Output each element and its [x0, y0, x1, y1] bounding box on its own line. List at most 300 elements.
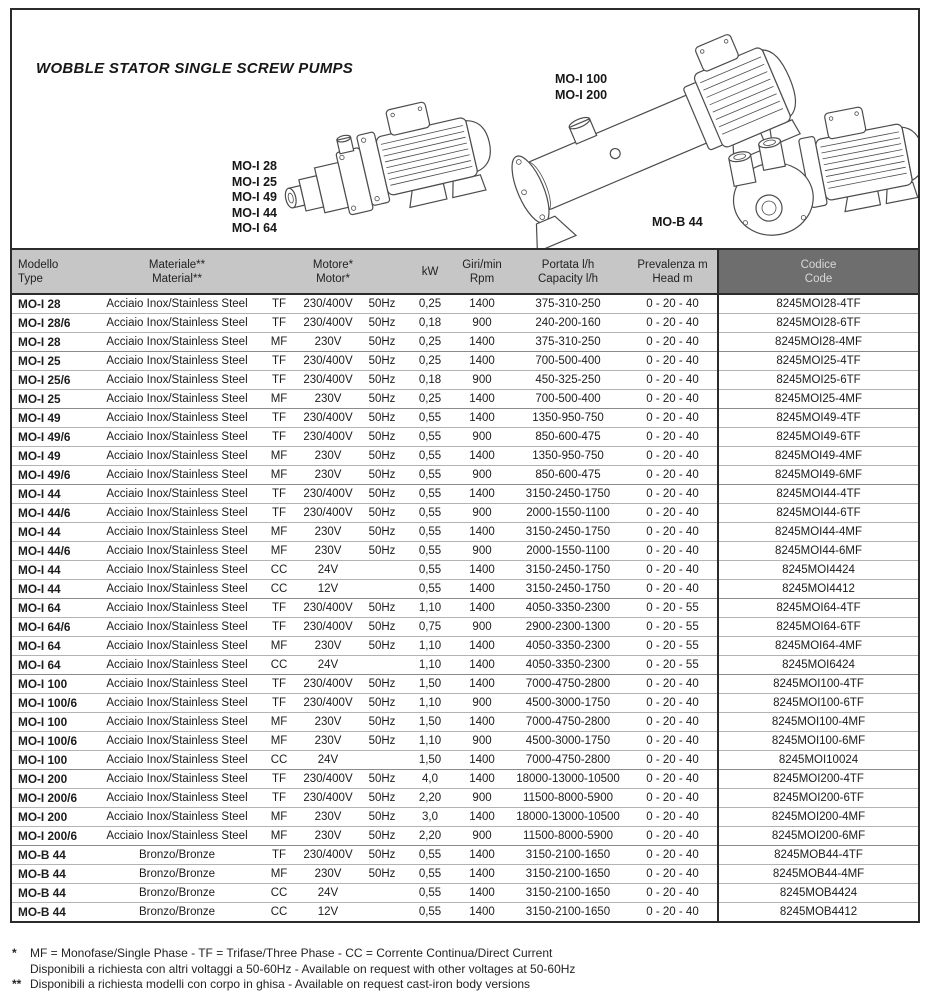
material-cell: Acciaio Inox/Stainless Steel — [92, 751, 262, 770]
code-cell: 8245MOI25-6TF — [718, 371, 918, 390]
kw-cell: 0,25 — [404, 333, 456, 352]
code-cell: 8245MOI10024 — [718, 751, 918, 770]
model-cell: MO-I 100 — [12, 713, 92, 732]
phase-cell: TF — [262, 789, 296, 808]
voltage-cell: 24V — [296, 656, 360, 675]
voltage-cell: 12V — [296, 903, 360, 922]
hz-cell: 50Hz — [360, 846, 404, 865]
voltage-cell: 230V — [296, 390, 360, 409]
head-cell: 0 - 20 - 40 — [628, 447, 718, 466]
head-cell: 0 - 20 - 40 — [628, 675, 718, 694]
code-cell: 8245MOI28-6TF — [718, 314, 918, 333]
phase-cell: MF — [262, 808, 296, 827]
hz-cell: 50Hz — [360, 827, 404, 846]
material-cell: Acciaio Inox/Stainless Steel — [92, 770, 262, 789]
pump-drawing-small-screw-pump — [280, 98, 510, 250]
hz-cell — [360, 656, 404, 675]
rpm-cell: 1400 — [456, 523, 508, 542]
kw-cell: 3,0 — [404, 808, 456, 827]
capacity-cell: 850-600-475 — [508, 466, 628, 485]
kw-cell: 1,10 — [404, 694, 456, 713]
header-capacity: Portata l/h Capacity l/h — [508, 250, 628, 294]
model-cell: MO-I 64 — [12, 637, 92, 656]
material-cell: Acciaio Inox/Stainless Steel — [92, 789, 262, 808]
capacity-cell: 3150-2100-1650 — [508, 846, 628, 865]
kw-cell: 1,10 — [404, 656, 456, 675]
material-cell: Acciaio Inox/Stainless Steel — [92, 561, 262, 580]
code-cell: 8245MOI25-4MF — [718, 390, 918, 409]
model-cell: MO-I 64 — [12, 599, 92, 618]
capacity-cell: 850-600-475 — [508, 428, 628, 447]
page-title: WOBBLE STATOR SINGLE SCREW PUMPS — [36, 60, 354, 77]
code-cell: 8245MOI28-4MF — [718, 333, 918, 352]
phase-cell: CC — [262, 656, 296, 675]
capacity-cell: 1350-950-750 — [508, 447, 628, 466]
table-row — [12, 485, 918, 504]
head-cell: 0 - 20 - 55 — [628, 618, 718, 637]
hz-cell — [360, 561, 404, 580]
pump-label: MO-I 25 — [231, 174, 277, 189]
material-cell: Acciaio Inox/Stainless Steel — [92, 713, 262, 732]
phase-cell: MF — [262, 523, 296, 542]
voltage-cell: 230V — [296, 523, 360, 542]
material-cell: Acciaio Inox/Stainless Steel — [92, 390, 262, 409]
content-frame — [10, 8, 920, 923]
table-row — [12, 732, 918, 751]
rpm-cell: 1400 — [456, 390, 508, 409]
model-cell: MO-I 100 — [12, 751, 92, 770]
material-cell: Acciaio Inox/Stainless Steel — [92, 447, 262, 466]
rpm-cell: 900 — [456, 466, 508, 485]
voltage-cell: 230V — [296, 808, 360, 827]
hz-cell: 50Hz — [360, 314, 404, 333]
rpm-cell: 1400 — [456, 713, 508, 732]
code-cell: 8245MOI49-4MF — [718, 447, 918, 466]
rpm-cell: 1400 — [456, 485, 508, 504]
material-cell: Acciaio Inox/Stainless Steel — [92, 656, 262, 675]
capacity-cell: 2900-2300-1300 — [508, 618, 628, 637]
hz-cell: 50Hz — [360, 732, 404, 751]
kw-cell: 0,55 — [404, 542, 456, 561]
material-cell: Acciaio Inox/Stainless Steel — [92, 352, 262, 371]
model-cell: MO-I 200/6 — [12, 827, 92, 846]
model-cell: MO-I 49/6 — [12, 466, 92, 485]
rpm-cell: 1400 — [456, 846, 508, 865]
material-cell: Acciaio Inox/Stainless Steel — [92, 694, 262, 713]
material-cell: Acciaio Inox/Stainless Steel — [92, 732, 262, 751]
table-row — [12, 846, 918, 865]
voltage-cell: 230/400V — [296, 789, 360, 808]
model-cell: MO-I 44 — [12, 561, 92, 580]
material-cell: Acciaio Inox/Stainless Steel — [92, 504, 262, 523]
code-cell: 8245MOI64-4MF — [718, 637, 918, 656]
model-cell: MO-I 44/6 — [12, 542, 92, 561]
hz-cell: 50Hz — [360, 808, 404, 827]
hz-cell: 50Hz — [360, 523, 404, 542]
kw-cell: 0,55 — [404, 580, 456, 599]
voltage-cell: 230/400V — [296, 694, 360, 713]
material-cell: Acciaio Inox/Stainless Steel — [92, 580, 262, 599]
capacity-cell: 7000-4750-2800 — [508, 751, 628, 770]
code-cell: 8245MOI64-6TF — [718, 618, 918, 637]
model-cell: MO-I 44/6 — [12, 504, 92, 523]
capacity-cell: 3150-2100-1650 — [508, 865, 628, 884]
hz-cell: 50Hz — [360, 504, 404, 523]
hz-cell — [360, 751, 404, 770]
phase-cell: TF — [262, 485, 296, 504]
model-cell: MO-B 44 — [12, 865, 92, 884]
hz-cell: 50Hz — [360, 485, 404, 504]
table-row — [12, 466, 918, 485]
phase-cell: TF — [262, 314, 296, 333]
phase-cell: MF — [262, 732, 296, 751]
footnote-line — [12, 977, 924, 993]
rpm-cell: 1400 — [456, 637, 508, 656]
phase-cell: TF — [271, 298, 287, 310]
model-cell: MO-I 100/6 — [12, 732, 92, 751]
hz-cell: 50Hz — [360, 770, 404, 789]
capacity-cell: 18000-13000-10500 — [508, 770, 628, 789]
hz-cell: 50Hz — [360, 865, 404, 884]
table-row — [12, 599, 918, 618]
code-cell: 8245MOI100-4MF — [718, 713, 918, 732]
head-cell: 0 - 20 - 40 — [628, 580, 718, 599]
head-cell: 0 - 20 - 40 — [628, 485, 718, 504]
material-cell: Acciaio Inox/Stainless Steel — [92, 599, 262, 618]
voltage-cell: 230/400V — [296, 352, 360, 371]
kw-cell: 0,18 — [404, 371, 456, 390]
voltage-cell: 230/400V — [296, 428, 360, 447]
hz-cell: 50Hz — [360, 694, 404, 713]
kw-cell: 0,55 — [404, 846, 456, 865]
code-cell: 8245MOI44-4TF — [718, 485, 918, 504]
kw-cell: 0,55 — [404, 485, 456, 504]
kw-cell: 2,20 — [404, 827, 456, 846]
pump-label: MO-I 44 — [231, 205, 277, 220]
hz-cell — [360, 903, 404, 922]
voltage-cell: 230/400V — [296, 409, 360, 428]
footnote-marker: * — [12, 946, 17, 960]
rpm-cell: 1400 — [456, 561, 508, 580]
kw-cell: 1,50 — [404, 751, 456, 770]
rpm-cell: 900 — [456, 371, 508, 390]
kw-cell: 0,75 — [404, 618, 456, 637]
capacity-cell: 2000-1550-1100 — [508, 504, 628, 523]
table-row — [12, 827, 918, 846]
rpm-cell: 1400 — [456, 333, 508, 352]
kw-cell: 1,10 — [404, 732, 456, 751]
rpm-cell: 900 — [456, 504, 508, 523]
model-cell: MO-I 44 — [12, 485, 92, 504]
hz-cell: 50Hz — [360, 599, 404, 618]
model-cell: MO-I 200/6 — [12, 789, 92, 808]
kw-cell: 0,55 — [404, 884, 456, 903]
model-cell: MO-I 64/6 — [12, 618, 92, 637]
voltage-cell: 230V — [296, 447, 360, 466]
hz-cell: 50Hz — [360, 333, 404, 352]
model-cell: MO-I 100 — [12, 675, 92, 694]
kw-cell: 0,55 — [404, 447, 456, 466]
kw-cell: 0,55 — [404, 865, 456, 884]
kw-cell: 0,18 — [404, 314, 456, 333]
rpm-cell: 900 — [456, 618, 508, 637]
kw-cell: 4,0 — [404, 770, 456, 789]
kw-cell: 1,50 — [404, 713, 456, 732]
model-cell: MO-I 44 — [12, 523, 92, 542]
kw-cell: 1,10 — [404, 637, 456, 656]
capacity-cell: 375-310-250 — [508, 333, 628, 352]
phase-cell: MF — [262, 865, 296, 884]
phase-cell: CC — [262, 561, 296, 580]
table-row — [12, 903, 918, 922]
table-row — [12, 865, 918, 884]
pump-label: MO-I 64 — [231, 221, 277, 235]
kw-cell: 1,50 — [404, 675, 456, 694]
voltage-cell: 230/400V — [296, 618, 360, 637]
code-cell: 8245MOI25-4TF — [718, 352, 918, 371]
kw-cell: 0,55 — [404, 428, 456, 447]
voltage-cell: 24V — [296, 561, 360, 580]
capacity-cell: 3150-2450-1750 — [508, 580, 628, 599]
code-cell: 8245MOI200-4MF — [718, 808, 918, 827]
header-head: Prevalenza m Head m — [628, 250, 718, 294]
code-cell: 8245MOI4412 — [718, 580, 918, 599]
voltage-cell: 24V — [296, 884, 360, 903]
voltage-cell: 230/400V — [296, 371, 360, 390]
capacity-cell: 11500-8000-5900 — [508, 789, 628, 808]
table-row — [12, 371, 918, 390]
material-cell: Acciaio Inox/Stainless Steel — [92, 542, 262, 561]
material-cell: Bronzo/Bronze — [92, 846, 262, 865]
table-row — [12, 770, 918, 789]
phase-cell: TF — [262, 409, 296, 428]
pump-label: MO-I 200 — [555, 87, 608, 102]
rpm-cell: 1400 — [456, 751, 508, 770]
rpm-cell: 900 — [456, 694, 508, 713]
capacity-cell: 2000-1550-1100 — [508, 542, 628, 561]
table-row — [12, 808, 918, 827]
model-cell: MO-I 200 — [12, 770, 92, 789]
material-cell: Acciaio Inox/Stainless Steel — [92, 637, 262, 656]
phase-cell: CC — [262, 903, 296, 922]
pump-table-body — [12, 294, 918, 921]
rpm-cell: 900 — [456, 428, 508, 447]
table-row — [12, 789, 918, 808]
material-cell: Acciaio Inox/Stainless Steel — [92, 808, 262, 827]
head-cell: 0 - 20 - 40 — [628, 865, 718, 884]
capacity-cell: 4500-3000-1750 — [508, 694, 628, 713]
model-cell: MO-B 44 — [12, 846, 92, 865]
pump-label: MO-I 49 — [231, 190, 277, 204]
table-row — [12, 637, 918, 656]
capacity-cell: 7000-4750-2800 — [508, 713, 628, 732]
model-cell: MO-I 25/6 — [12, 371, 92, 390]
table-row — [12, 428, 918, 447]
material-cell: Acciaio Inox/Stainless Steel — [92, 409, 262, 428]
pump-label-bronze: MO-B 44 — [652, 215, 703, 229]
hz-cell: 50Hz — [360, 542, 404, 561]
phase-cell: TF — [262, 371, 296, 390]
capacity-cell: 700-500-400 — [508, 390, 628, 409]
capacity-cell: 4050-3350-2300 — [508, 599, 628, 618]
phase-cell: CC — [262, 751, 296, 770]
head-cell: 0 - 20 - 40 — [628, 751, 718, 770]
phase-cell: TF — [262, 846, 296, 865]
table-row — [12, 675, 918, 694]
code-cell: 8245MOI200-6MF — [718, 827, 918, 846]
table-row — [12, 390, 918, 409]
head-cell: 0 - 20 - 40 — [628, 390, 718, 409]
code-cell: 8245MOI6424 — [718, 656, 918, 675]
voltage-cell: 230/400V — [296, 314, 360, 333]
header-code: Codice Code — [718, 250, 918, 294]
material-cell: Bronzo/Bronze — [92, 903, 262, 922]
capacity-cell: 18000-13000-10500 — [508, 808, 628, 827]
head-cell: 0 - 20 - 40 — [646, 298, 699, 310]
kw-cell: 0,55 — [404, 561, 456, 580]
voltage-cell: 230V — [296, 732, 360, 751]
model-cell: MO-I 49/6 — [12, 428, 92, 447]
head-cell: 0 - 20 - 55 — [628, 637, 718, 656]
code-cell: 8245MOI49-6MF — [718, 466, 918, 485]
code-cell: 8245MOB4412 — [718, 903, 918, 922]
phase-cell: MF — [262, 637, 296, 656]
voltage-cell: 230/400V — [296, 675, 360, 694]
phase-cell: MF — [262, 390, 296, 409]
footnote-text: Disponibili a richiesta con altri voltaggi a 50-60Hz - Available on request with other voltages at 50-60Hz — [30, 961, 576, 976]
model-cell: MO-I 28 — [12, 333, 92, 352]
rpm-cell: 900 — [456, 827, 508, 846]
code-cell: 8245MOB4424 — [718, 884, 918, 903]
model-cell: MO-I 28/6 — [12, 314, 92, 333]
head-cell: 0 - 20 - 40 — [628, 846, 718, 865]
table-row — [12, 656, 918, 675]
table-row — [12, 504, 918, 523]
head-cell: 0 - 20 - 40 — [628, 694, 718, 713]
model-cell: MO-I 44 — [12, 580, 92, 599]
pump-drawing-bronze-pump — [712, 96, 918, 250]
rpm-cell: 1400 — [456, 865, 508, 884]
phase-cell: MF — [262, 447, 296, 466]
header-rpm: Giri/min Rpm — [456, 250, 508, 294]
pump-labels-small — [162, 159, 277, 237]
model-cell: MO-I 49 — [12, 409, 92, 428]
head-cell: 0 - 20 - 40 — [628, 884, 718, 903]
kw-cell: 0,55 — [404, 409, 456, 428]
rpm-cell: 1400 — [469, 298, 495, 310]
material-cell: Acciaio Inox/Stainless Steel — [92, 523, 262, 542]
model-cell: MO-B 44 — [12, 884, 92, 903]
phase-cell: CC — [262, 580, 296, 599]
head-cell: 0 - 20 - 40 — [628, 466, 718, 485]
pump-label: MO-I 100 — [555, 72, 608, 86]
voltage-cell: 230/400V — [296, 846, 360, 865]
table-row — [12, 542, 918, 561]
phase-cell: TF — [262, 618, 296, 637]
rpm-cell: 900 — [456, 789, 508, 808]
footnotes — [12, 946, 924, 993]
phase-cell: TF — [262, 599, 296, 618]
hz-cell: 50Hz — [360, 675, 404, 694]
table-header-row — [12, 250, 918, 294]
hz-cell: 50Hz — [360, 352, 404, 371]
hz-cell: 50Hz — [360, 789, 404, 808]
footnote-text: MF = Monofase/Single Phase - TF = Trifase/Three Phase - CC = Corrente Continua/Direct Current — [30, 946, 553, 960]
phase-cell: TF — [262, 675, 296, 694]
code-cell: 8245MOI49-6TF — [718, 428, 918, 447]
model-cell: MO-I 25 — [12, 390, 92, 409]
rpm-cell: 1400 — [456, 580, 508, 599]
head-cell: 0 - 20 - 40 — [628, 504, 718, 523]
rpm-cell: 1400 — [456, 599, 508, 618]
footnote-marker — [12, 962, 30, 978]
code-cell: 8245MOB44-4TF — [718, 846, 918, 865]
model-cell: MO-I 49 — [12, 447, 92, 466]
phase-cell: TF — [262, 504, 296, 523]
voltage-cell: 230/400V — [303, 298, 353, 310]
head-cell: 0 - 20 - 40 — [628, 409, 718, 428]
kw-cell: 0,55 — [404, 903, 456, 922]
hz-cell: 50Hz — [360, 618, 404, 637]
head-cell: 0 - 20 - 40 — [628, 333, 718, 352]
table-row — [12, 352, 918, 371]
table-row — [12, 409, 918, 428]
head-cell: 0 - 20 - 40 — [628, 808, 718, 827]
head-cell: 0 - 20 - 40 — [628, 713, 718, 732]
capacity-cell: 3150-2100-1650 — [508, 884, 628, 903]
code-cell: 8245MOI100-6MF — [718, 732, 918, 751]
capacity-cell: 11500-8000-5900 — [508, 827, 628, 846]
model-cell: MO-I 25 — [12, 352, 92, 371]
capacity-cell: 4050-3350-2300 — [508, 637, 628, 656]
voltage-cell: 230/400V — [296, 504, 360, 523]
voltage-cell: 24V — [296, 751, 360, 770]
material-cell: Acciaio Inox/Stainless Steel — [92, 428, 262, 447]
pump-table — [12, 250, 918, 921]
phase-cell: MF — [262, 466, 296, 485]
head-cell: 0 - 20 - 40 — [628, 770, 718, 789]
head-cell: 0 - 20 - 40 — [628, 428, 718, 447]
hz-cell: 50Hz — [368, 298, 396, 310]
head-cell: 0 - 20 - 55 — [628, 656, 718, 675]
rpm-cell: 900 — [456, 542, 508, 561]
rpm-cell: 1400 — [456, 808, 508, 827]
head-cell: 0 - 20 - 40 — [628, 561, 718, 580]
phase-cell: CC — [262, 884, 296, 903]
phase-cell: TF — [262, 428, 296, 447]
capacity-cell: 4500-3000-1750 — [508, 732, 628, 751]
hz-cell: 50Hz — [360, 390, 404, 409]
head-cell: 0 - 20 - 55 — [628, 599, 718, 618]
capacity-cell: 700-500-400 — [508, 352, 628, 371]
kw-cell: 0,25 — [404, 390, 456, 409]
voltage-cell: 230/400V — [296, 599, 360, 618]
table-row — [12, 580, 918, 599]
capacity-cell: 375-310-250 — [535, 298, 601, 310]
table-row — [12, 618, 918, 637]
capacity-cell: 3150-2450-1750 — [508, 485, 628, 504]
header-material: Materiale** Material** — [92, 250, 262, 294]
code-cell: 8245MOI100-4TF — [718, 675, 918, 694]
rpm-cell: 1400 — [456, 770, 508, 789]
capacity-cell: 7000-4750-2800 — [508, 675, 628, 694]
voltage-cell: 230V — [296, 865, 360, 884]
code-cell: 8245MOI28-4TF — [718, 294, 918, 314]
capacity-cell: 450-325-250 — [508, 371, 628, 390]
header-kw: kW — [404, 250, 456, 294]
material-cell: Acciaio Inox/Stainless Steel — [92, 675, 262, 694]
kw-cell: 0,55 — [404, 466, 456, 485]
